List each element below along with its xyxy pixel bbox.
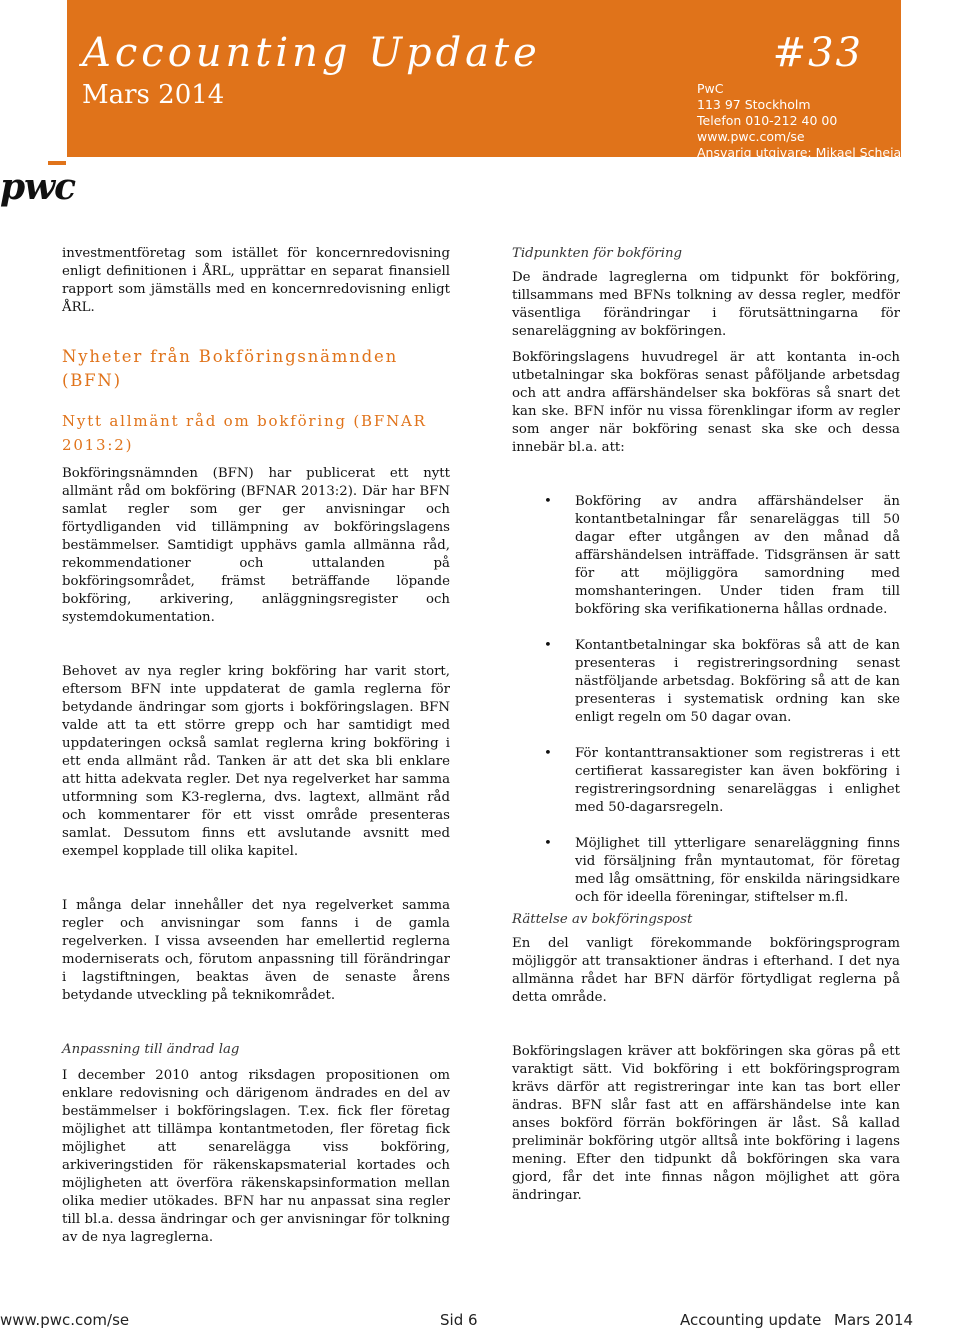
- paragraph: En del vanligt förekommande bokföringsprogram möjliggör att transaktioner ändras i efterhand. I det nya allmänna rådet har BFN därför förtydligat reglerna på detta område.: [512, 936, 900, 1005]
- right-column: [512, 245, 900, 1205]
- list-item: • Kontantbetalningar ska bokföras så att de kan presenteras i registreringsordning senast nästföljande arbetsdag. Bokföring så att de kan presenteras i systematisk ordning kan ske enligt regeln om 50 dagar ovan.: [544, 638, 900, 725]
- paragraph: Behovet av nya regler kring bokföring har varit stort, eftersom BFN inte uppdaterat de gamla reglerna för betydande ändringar som gjorts i bokföringslagen. BFN valde att ta ett större grepp och har samtidigt med uppdateringen också samlat reglerna kring bokföring i ett enda allmänt råd. Tanken är att det ska bli enklare att hitta adekvata regler. Det nya regelverket har samma utformning som K3-reglerna, dvs. lagtext, allmänt råd och kommentarer för ett visst område presenteras samlat. Dessutom finns ett avslutande avsnitt med exempel kopplade till olika kapitel.: [62, 664, 450, 859]
- issue-number: #33: [772, 30, 863, 76]
- issue-date: Mars 2014: [82, 80, 225, 110]
- contact-publisher: Ansvarig utgivare: Mikael Scheja: [697, 145, 902, 160]
- header-banner: [67, 0, 902, 160]
- contact-company: PwC: [697, 81, 724, 96]
- contact-website[interactable]: www.pwc.com/se: [697, 129, 805, 144]
- list-item: • Bokföring av andra affärshändelser än kontantbetalningar får senareläggas till 50 dagar efter utgången av den månad då affärshändelsen inträffade. Tidsgränsen är satt för att möjliggöra samordning med momshanteringen. Under tiden fram till bokföring ska verifikationerna hållas ordnade.: [544, 494, 900, 617]
- bullet-icon: •: [544, 494, 552, 509]
- subheading: Tidpunkten för bokföring: [512, 246, 683, 261]
- article-heading: Nytt allmänt råd om bokföring (BFNAR 2013:2): [62, 412, 427, 454]
- publication-title: Accounting Update: [82, 30, 541, 76]
- list-item: • Möjlighet till ytterligare senareläggning finns vid försäljning från myntautomat, för företag med låg omsättning, för enskilda näringsidkare och för ideella föreningar, stiftelser m.fl.: [544, 836, 900, 905]
- contact-address: 113 97 Stockholm: [697, 97, 811, 112]
- page-footer: [0, 1311, 960, 1333]
- logo-wordmark: pwc: [0, 166, 76, 208]
- contact-block: [697, 81, 901, 161]
- bullet-list: [512, 493, 900, 907]
- list-item: • För kontanttransaktioner som registreras i ett certifierat kassaregister kan även bokföring i registreringsordning senareläggas i enlighet med 50-dagarsregeln.: [544, 746, 900, 815]
- paragraph: Bokföringslagens huvudregel är att kontanta in-och utbetalningar ska bokföras senast påföljande arbetsdag och att andra affärshändelser ska bokföras så snart det kan ske. BFN inför nu vissa förenklingar iform av regler som anger när bokföring senast ska ske och dessa innebär bl.a. att:: [512, 350, 900, 455]
- paragraph: I december 2010 antog riksdagen propositionen om enklare redovisning och därigenom ändrades en del av bestämmelser i bokföringslagen. T.ex. fick fler företag möjlighet att tillämpa kontantmetoden, fler företag fick möjlighet att senarelägga viss bokföring, arkiveringstiden för räkenskapsmaterial kortades och möjligheten att överföra räkenskapsinformation mellan olika medier utökades. BFN har nu anpassat sina regler till bl.a. dessa ändringar och ger anvisningar för tolkning av de nya lagreglerna.: [62, 1068, 450, 1245]
- section-heading: Nyheter från Bokföringsnämnden (BFN): [62, 347, 398, 390]
- bullet-icon: •: [544, 836, 552, 851]
- left-column: [62, 245, 450, 1247]
- footer-publication: Accounting update: [680, 1311, 822, 1329]
- bullet-icon: •: [544, 746, 552, 761]
- bullet-icon: •: [544, 638, 552, 653]
- subheading: Rättelse av bokföringspost: [512, 912, 693, 927]
- footer-url[interactable]: www.pwc.com/se: [0, 1311, 130, 1329]
- contact-phone: Telefon 010-212 40 00: [697, 113, 838, 128]
- footer-page-number: Sid 6: [440, 1311, 478, 1329]
- logo-accent-bar: [48, 161, 66, 165]
- pwc-logo: [0, 158, 90, 213]
- paragraph: Bokföringslagen kräver att bokföringen ska göras på ett varaktigt sätt. Vid bokföring i ett bokföringsprogram krävs därför att registreringar inte kan tas bort eller ändras. BFN slår fast att en affärshändelse inte kan anses bokförd förrän bokföringen är låst. Så kallad preliminär bokföring utgör alltså inte bokföring i lagens mening. Efter den tidpunkt då bokföringen ska vara gjord, får det inte finnas någon möjlighet att göra ändringar.: [512, 1044, 900, 1203]
- paragraph: De ändrade lagreglerna om tidpunkt för bokföring, tillsammans med BFNs tolkning av dessa regler, medför väsentliga förändringar i förutsättningarna för senareläggning av bokföringen.: [512, 270, 900, 339]
- footer-date: Mars 2014: [834, 1311, 914, 1329]
- intro-paragraph: investmentföretag som istället för koncernredovisning enligt definitionen i ÅRL, upprättar en separat finansiell rapport som jämställs med en koncernredovisning enligt ÅRL.: [62, 246, 450, 315]
- paragraph: I många delar innehåller det nya regelverket samma regler och anvisningar som fanns i de gamla regelverken. I vissa avseenden har emellertid reglerna moderniserats och, förutom anpassning till förändringar i lagstiftningen, beaktas även de senaste årens betydande utveckling på teknikområdet.: [62, 898, 450, 1003]
- paragraph: Bokföringsnämnden (BFN) har publicerat ett nytt allmänt råd om bokföring (BFNAR 2013:2). Där har BFN samlat regler som ger ger anvisningar och förtydliganden vid tillämpning av bokföringslagens bestämmelser. Samtidigt upphävs gamla allmänna råd, rekommendationer och uttalanden på bokföringsområdet, främst beträffande löpande bokföring, arkivering, anläggningsregister och systemdokumentation.: [62, 466, 450, 625]
- subheading: Anpassning till ändrad lag: [62, 1042, 240, 1057]
